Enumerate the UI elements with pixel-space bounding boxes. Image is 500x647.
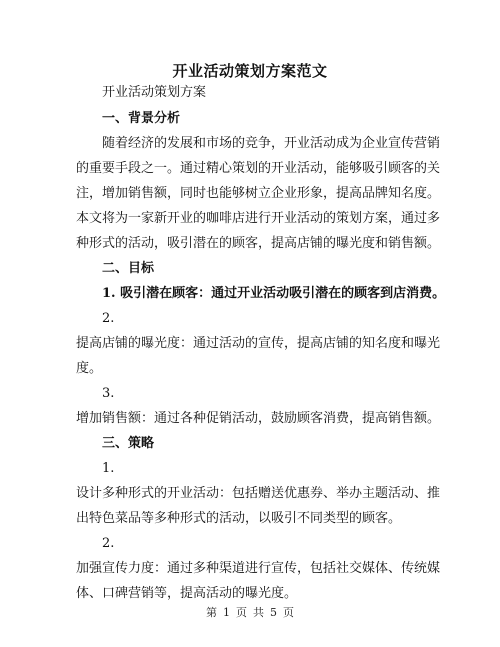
page-footer	[0, 604, 500, 620]
footer-total-pages: 5	[270, 606, 277, 619]
section-heading-strategy: 三、策略	[102, 436, 155, 451]
list-number: 1.	[102, 461, 115, 476]
section-heading-background: 一、背景分析	[102, 111, 181, 126]
paragraph-line: 种形式的活动，吸引潜在的顾客，提高店铺的曝光度和销售额。	[76, 236, 441, 251]
paragraph-line: 本文将为一家新开业的咖啡店进行开业活动的策划方案，通过多	[76, 211, 441, 226]
paragraph-line: 度。	[76, 361, 103, 376]
paragraph-line: 随着经济的发展和市场的竞争，开业活动成为企业宣传营销	[102, 136, 441, 151]
list-number: 2.	[102, 536, 115, 551]
goal-item-1: 1. 吸引潜在顾客：通过开业活动吸引潜在的顾客到店消费。	[102, 286, 446, 301]
paragraph-line: 出特色菜品等多种形式的活动，以吸引不同类型的顾客。	[76, 511, 402, 526]
footer-prefix: 第	[206, 606, 217, 619]
paragraph-line: 增加销售额：通过各种促销活动，鼓励顾客消费，提高销售额。	[76, 411, 441, 426]
paragraph-line: 设计多种形式的开业活动：包括赠送优惠券、举办主题活动、推	[76, 486, 441, 501]
document-title: 开业活动策划方案范文	[172, 62, 328, 80]
paragraph-line: 加强宣传力度：通过多种渠道进行宣传，包括社交媒体、传统媒	[76, 561, 441, 576]
footer-page-unit: 页	[236, 606, 247, 619]
paragraph-line: 的重要手段之一。通过精心策划的开业活动，能够吸引顾客的关	[76, 161, 441, 176]
paragraph-line: 体、口碑营销等，提高活动的曝光度。	[76, 586, 298, 601]
paragraph-line: 提高店铺的曝光度：通过活动的宣传，提高店铺的知名度和曝光	[76, 336, 441, 351]
footer-page-number: 1	[223, 606, 230, 619]
document-subtitle: 开业活动策划方案	[102, 85, 207, 100]
footer-total-unit: 页	[283, 606, 294, 619]
list-number: 2.	[102, 311, 115, 326]
paragraph-line: 注，增加销售额，同时也能够树立企业形象，提高品牌知名度。	[76, 186, 441, 201]
section-heading-goals: 二、目标	[102, 261, 155, 276]
list-number: 3.	[102, 386, 115, 401]
footer-total-prefix: 共	[253, 606, 264, 619]
